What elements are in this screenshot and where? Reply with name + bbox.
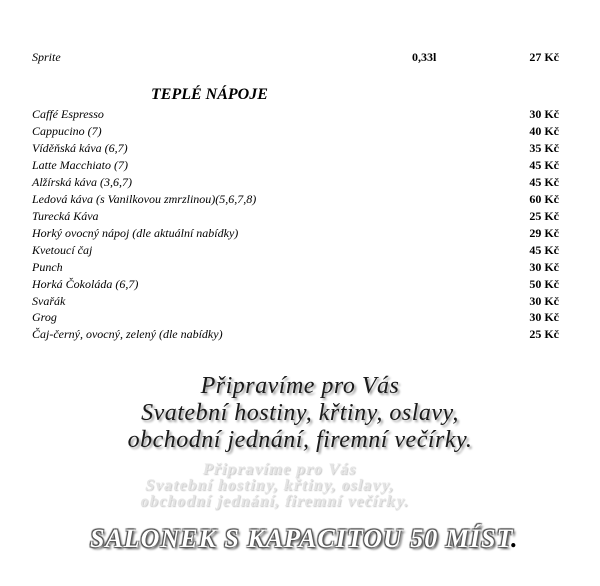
item-name: Caffé Espresso — [32, 107, 104, 121]
item-name: Punch — [32, 260, 63, 274]
item-price: 40 Kč — [529, 124, 559, 138]
menu-row — [0, 326, 600, 343]
item-price: 30 Kč — [529, 310, 559, 324]
item-price: 45 Kč — [529, 158, 559, 172]
item-name: Cappucino (7) — [32, 124, 102, 138]
item-name: Turecká Káva — [32, 209, 99, 223]
item-price: 30 Kč — [529, 294, 559, 308]
item-price: 60 Kč — [529, 192, 559, 206]
item-name: Latte Macchiato (7) — [32, 158, 128, 172]
item-price: 50 Kč — [529, 277, 559, 291]
menu-row — [0, 276, 600, 293]
item-price: 30 Kč — [529, 260, 559, 274]
item-name: Alžírská káva (3,6,7) — [32, 175, 132, 189]
menu-row — [0, 106, 600, 123]
salonek-banner — [90, 524, 518, 554]
menu-row — [0, 123, 600, 140]
item-price: 25 Kč — [529, 327, 559, 341]
item-name: Grog — [32, 310, 57, 324]
item-name: Kvetoucí čaj — [32, 243, 93, 257]
menu-row — [0, 293, 600, 310]
menu-row-sprite — [0, 49, 600, 66]
item-price: 29 Kč — [529, 226, 559, 240]
section-title: TEPLÉ NÁPOJE — [151, 86, 268, 103]
promo-reflection-line-3: obchodní jednání, firemní večírky. — [138, 493, 412, 510]
menu-row — [0, 191, 600, 208]
promo-line-3: obchodní jednání, firemní večírky. — [127, 427, 473, 453]
item-name: Horká Čokoláda (6,7) — [32, 277, 139, 291]
menu-row — [0, 225, 600, 242]
item-price: 45 Kč — [529, 243, 559, 257]
menu-row — [0, 242, 600, 259]
salonek-dot: . — [510, 524, 519, 553]
menu-row — [0, 140, 600, 157]
item-name: Sprite — [32, 50, 61, 64]
item-price: 30 Kč — [529, 107, 559, 121]
promo-line-1: Připravíme pro Vás — [200, 373, 400, 399]
menu-row — [0, 208, 600, 225]
promo-reflection-line-1: Připravíme pro Vás — [201, 461, 359, 478]
item-name: Čaj-černý, ovocný, zelený (dle nabídky) — [32, 327, 223, 341]
promo-line-2: Svatební hostiny, křtiny, oslavy, — [141, 400, 459, 426]
item-name: Ledová káva (s Vanilkovou zmrzlinou)(5,6,7,8) — [32, 192, 257, 206]
promo-reflection-line-2: Svatební hostiny, křtiny, oslavy, — [143, 477, 397, 494]
menu-row — [0, 157, 600, 174]
item-name: Víděňská káva (6,7) — [32, 141, 128, 155]
menu-row — [0, 259, 600, 276]
item-price: 45 Kč — [529, 175, 559, 189]
item-name: Horký ovocný nápoj (dle aktuální nabídky) — [32, 226, 239, 240]
item-price: 27 Kč — [529, 50, 559, 64]
menu-row — [0, 174, 600, 191]
item-volume: 0,33l — [412, 50, 437, 64]
menu-row — [0, 309, 600, 326]
item-price: 25 Kč — [529, 209, 559, 223]
item-price: 35 Kč — [529, 141, 559, 155]
item-name: Svařák — [32, 294, 66, 308]
salonek-text: SALONEK S KAPACITOU 50 MÍST — [90, 524, 511, 553]
